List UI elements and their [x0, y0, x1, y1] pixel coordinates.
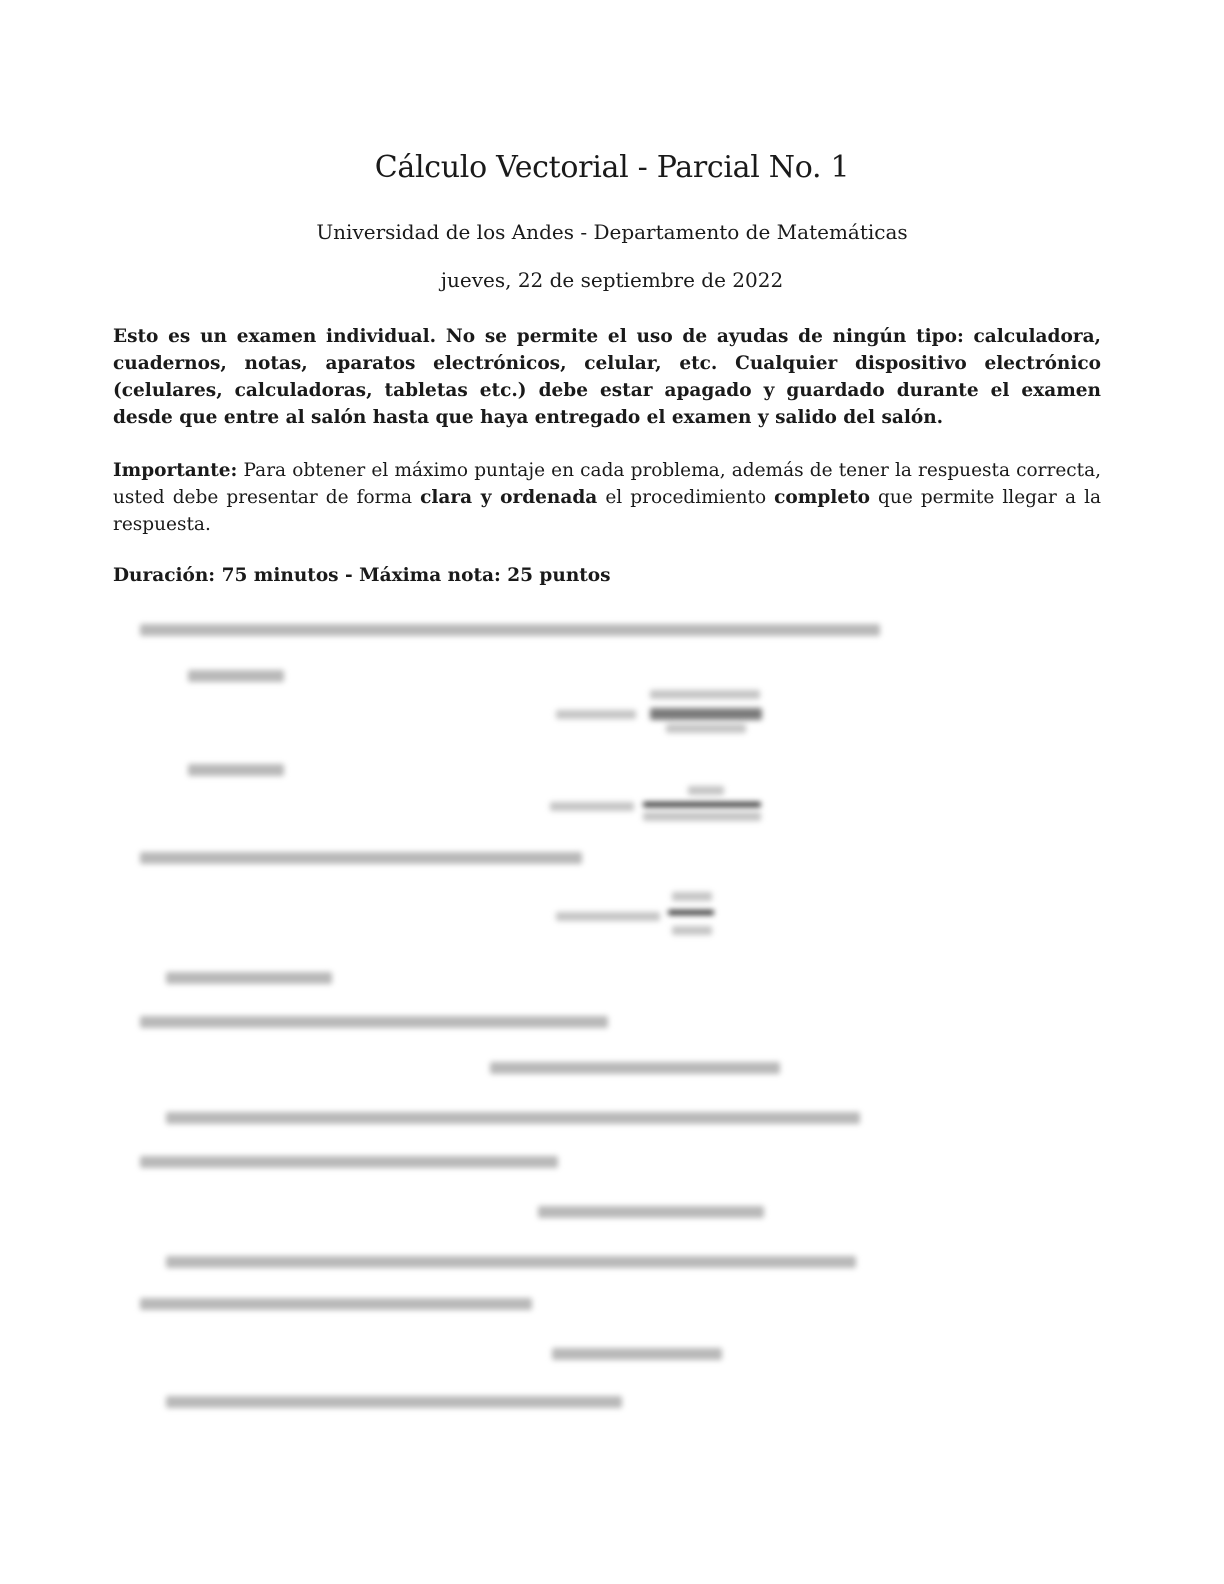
- question-1b-numerator: [688, 786, 724, 795]
- important-bold-1: clara y ordenada: [420, 487, 598, 508]
- question-1a-label: [188, 670, 284, 682]
- duration-and-max-score: Duración: 75 minutos - Máxima nota: 25 puntos: [113, 565, 611, 586]
- question-2-line: [140, 852, 582, 864]
- important-text-3: que permite llegar a la respuesta.: [113, 487, 1102, 535]
- important-note: [113, 457, 1101, 538]
- question-5-line: [140, 1298, 532, 1310]
- question-2-point: [166, 972, 332, 984]
- question-3-line: [140, 1016, 608, 1028]
- question-1-line: [140, 624, 880, 636]
- question-2-function: [556, 912, 660, 921]
- exam-rules-warning: Esto es un examen individual. No se permite el uso de ayudas de ningún tipo: calculadora, cuadernos, notas, aparatos electrónicos, celular, etc. Cualquier dispositivo electrónico (celulares, calculadoras, tabletas etc.) debe estar apagado y guardado durante el examen desde que entre al salón hasta que haya entregado el examen y salido del salón.: [113, 326, 1101, 428]
- question-4-region: [166, 1256, 856, 1268]
- question-3-instruction: [166, 1112, 860, 1124]
- question-3-function: [490, 1062, 780, 1074]
- exam-title: Cálculo Vectorial - Parcial No. 1: [374, 150, 850, 185]
- important-bold-2: completo: [774, 487, 870, 508]
- question-1b-fraction-bar: [643, 802, 761, 807]
- question-5-constraints: [166, 1396, 622, 1408]
- question-2-denominator: [672, 926, 712, 935]
- important-label: Importante:: [113, 460, 238, 481]
- question-2-numerator: [672, 892, 712, 901]
- question-1b-denominator: [643, 812, 761, 821]
- institution-line: Universidad de los Andes - Departamento de Matemáticas: [316, 220, 908, 244]
- exam-date: jueves, 22 de septiembre de 2022: [440, 268, 784, 292]
- question-1b-limit: [550, 802, 634, 811]
- important-text-1: Para obtener el máximo puntaje en cada problema, además de tener la respuesta correcta, usted debe presentar de forma: [113, 460, 1101, 508]
- question-4-function: [538, 1206, 764, 1218]
- question-1a-denominator: [666, 724, 746, 733]
- question-1a-fraction-bar: [650, 708, 762, 720]
- question-5-function: [552, 1348, 722, 1360]
- question-2-fraction-bar: [668, 910, 714, 915]
- question-1b-label: [188, 764, 284, 776]
- question-4-line: [140, 1156, 558, 1168]
- question-1a-numerator: [650, 690, 760, 699]
- blurred-questions-region: [0, 610, 1224, 1430]
- important-text-2: el procedimiento: [597, 487, 775, 508]
- question-1a-limit: [556, 710, 636, 719]
